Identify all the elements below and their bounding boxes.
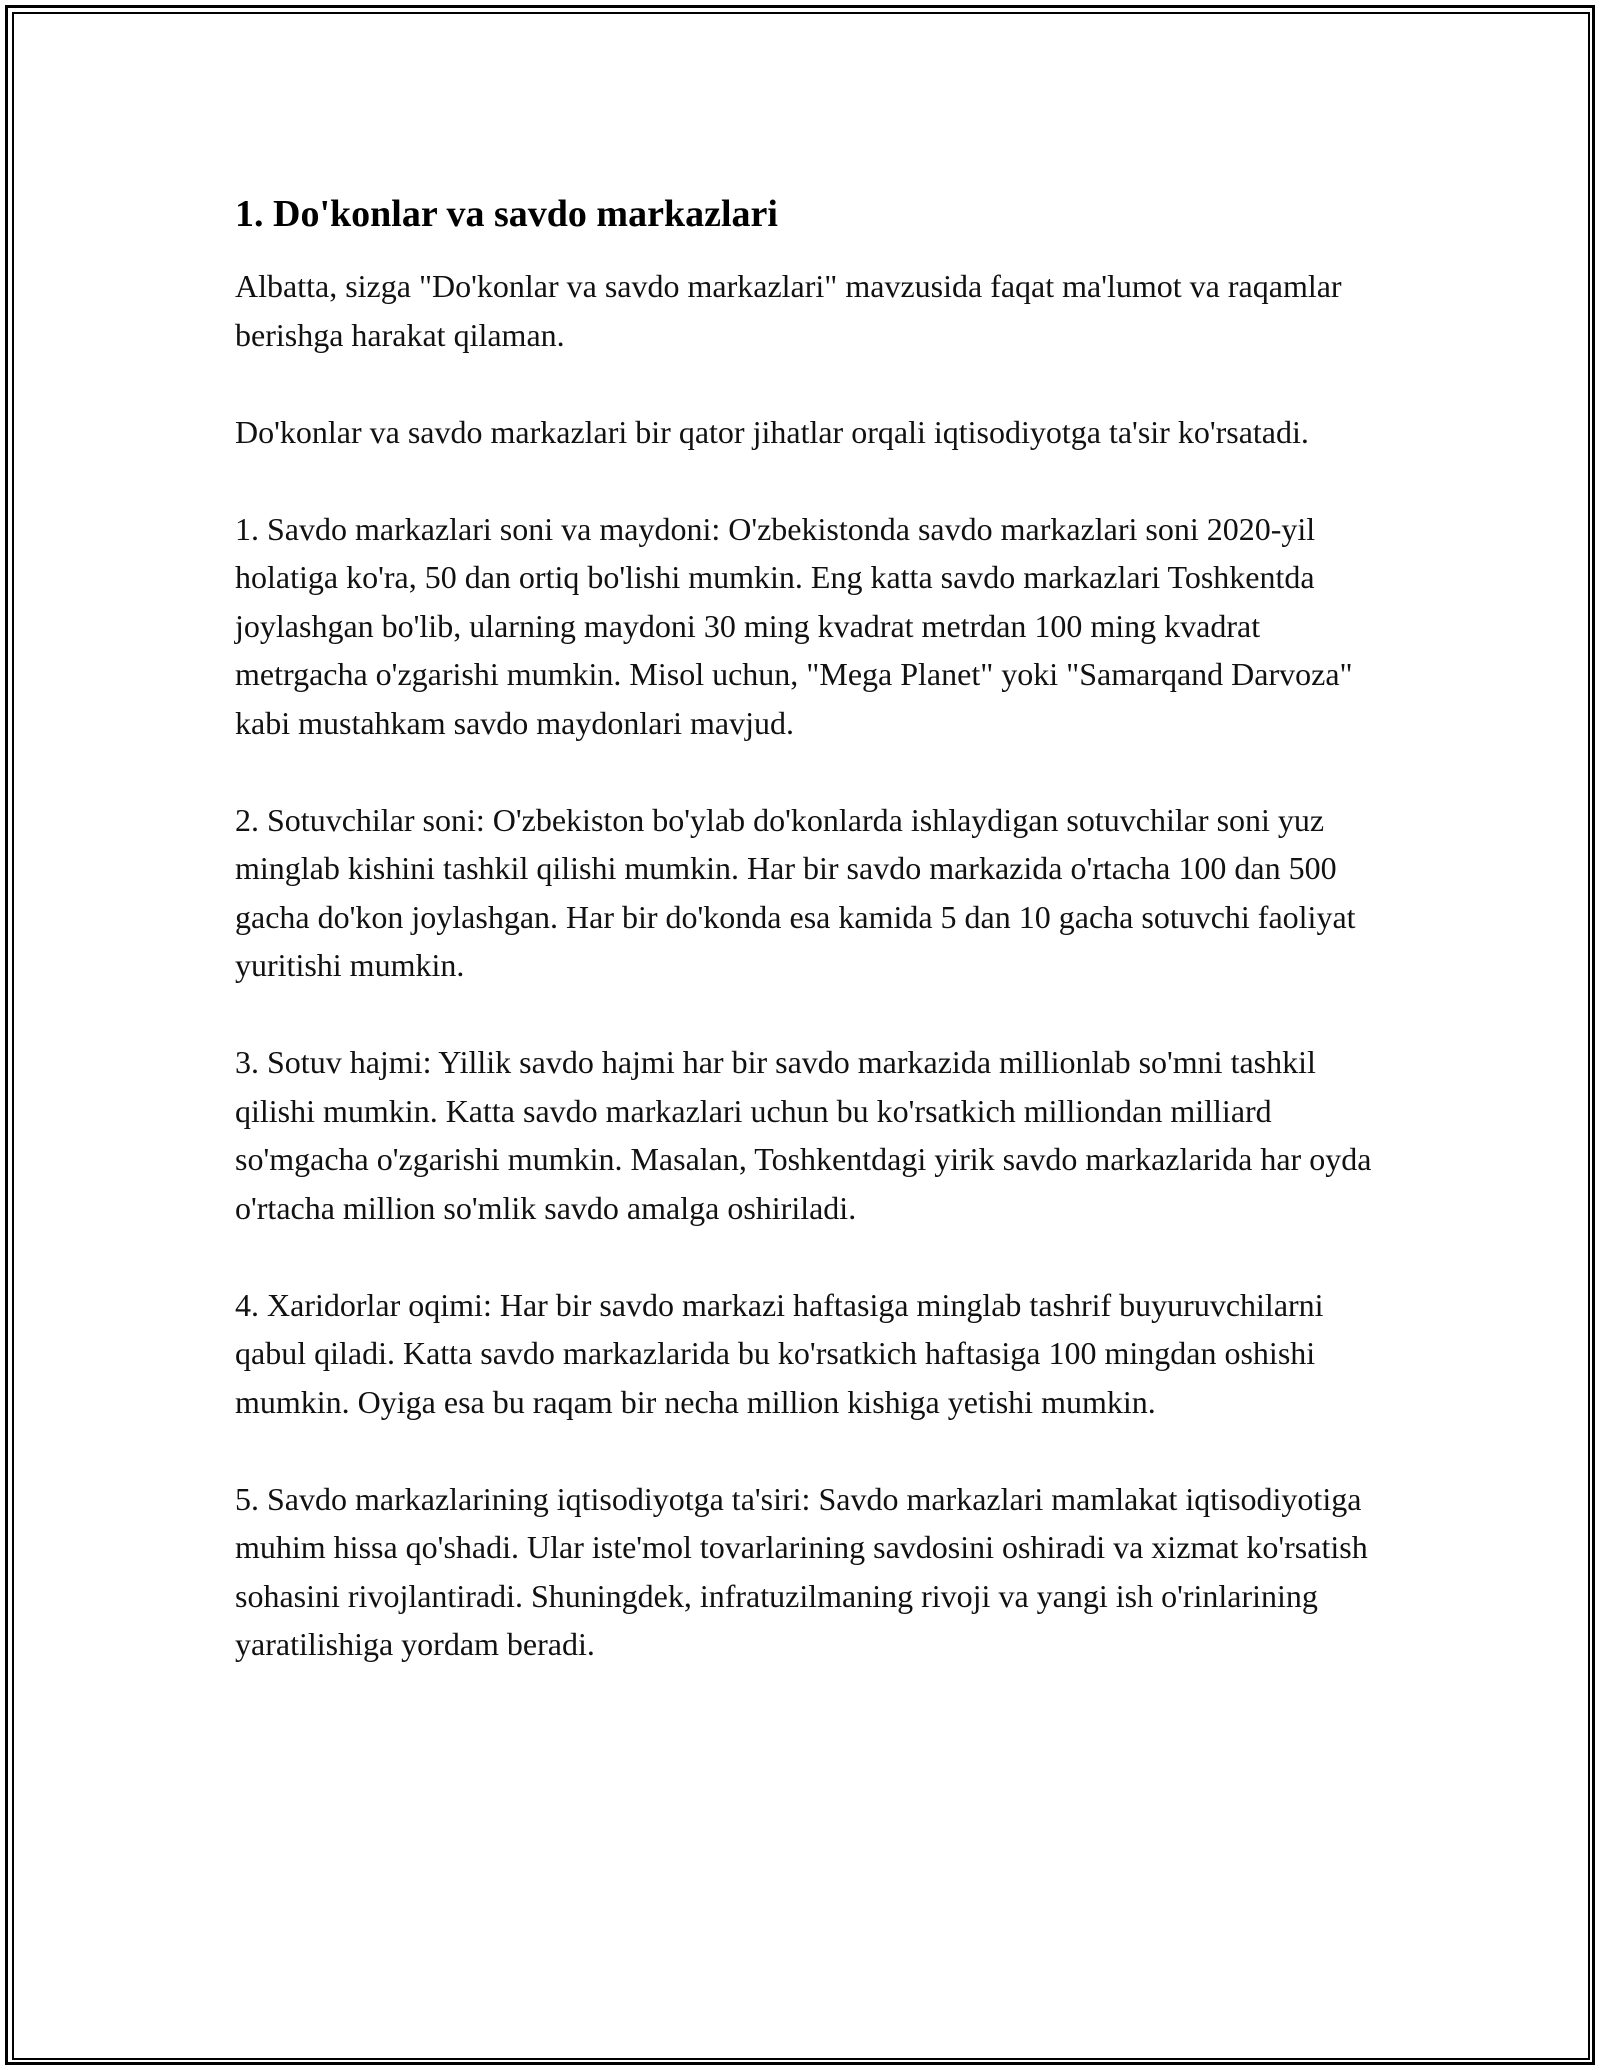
overview-paragraph: Do'konlar va savdo markazlari bir qator jihatlar orqali iqtisodiyotga ta'sir ko'rsatadi. [235, 413, 1309, 450]
document-title: 1. Do'konlar va savdo markazlari [235, 193, 778, 235]
document-body [235, 188, 1375, 1669]
intro-paragraph: Albatta, sizga "Do'konlar va savdo markazlari" mavzusida faqat ma'lumot va raqamlar berishga harakat qilaman. [235, 268, 1342, 353]
section-paragraph-5: 5. Savdo markazlarining iqtisodiyotga ta'siri: Savdo markazlari mamlakat iqtisodiyotiga muhim hissa qo'shadi. Ular iste'mol tovarlarining savdosini oshiradi va xizmat ko'rsatish sohasini rivojlantiradi. Shuningdek, infratuzilmaning rivoji va yangi ish o'rinlarining yaratilishiga yordam beradi. [235, 1480, 1368, 1662]
section-paragraph-2: 2. Sotuvchilar soni: O'zbekiston bo'ylab do'konlarda ishlaydigan sotuvchilar soni yuz minglab kishini tashkil qilishi mumkin. Har bir savdo markazida o'rtacha 100 dan 500 gacha do'kon joylashgan. Har bir do'konda esa kamida 5 dan 10 gacha sotuvchi faoliyat yuritishi mumkin. [235, 801, 1356, 983]
section-paragraph-4: 4. Xaridorlar oqimi: Har bir savdo markazi haftasiga minglab tashrif buyuruvchilarni qabul qiladi. Katta savdo markazlarida bu ko'rsatkich haftasiga 100 mingdan oshishi mumkin. Oyiga esa bu raqam bir necha million kishiga yetishi mumkin. [235, 1286, 1324, 1420]
section-paragraph-3: 3. Sotuv hajmi: Yillik savdo hajmi har bir savdo markazida millionlab so'mni tashkil qilishi mumkin. Katta savdo markazlari uchun bu ko'rsatkich milliondan milliard so'mgacha o'zgarishi mumkin. Masalan, Toshkentdagi yirik savdo markazlarida har oyda o'rtacha million so'mlik savdo amalga oshiriladi. [235, 1044, 1372, 1226]
section-paragraph-1: 1. Savdo markazlari soni va maydoni: O'zbekistonda savdo markazlari soni 2020-yil holatiga ko'ra, 50 dan ortiq bo'lishi mumkin. Eng katta savdo markazlari Toshkentda joylashgan bo'lib, ularning maydoni 30 ming kvadrat metrdan 100 ming kvadrat metrgacha o'zgarishi mumkin. Misol uchun, "Mega Planet" yoki "Samarqand Darvoza" kabi mustahkam savdo maydonlari mavjud. [235, 510, 1353, 741]
